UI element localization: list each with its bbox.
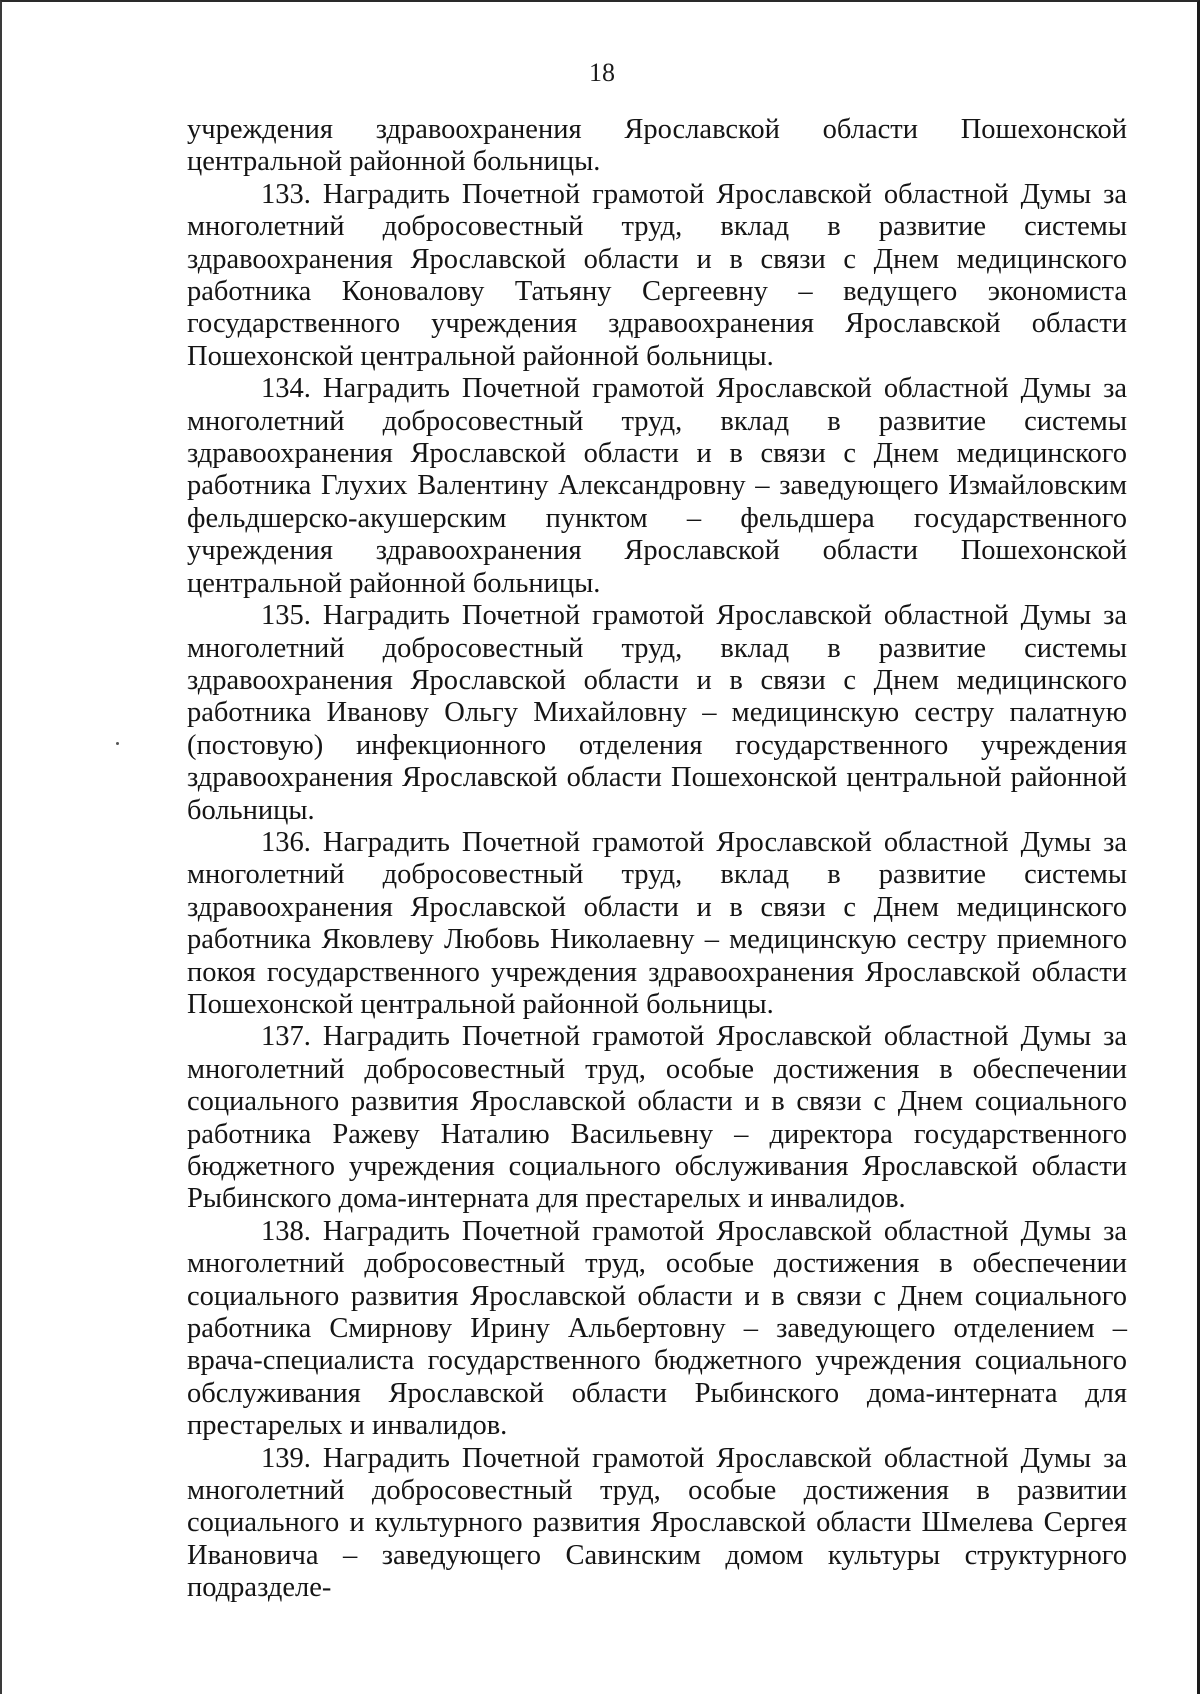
item-number: 136. bbox=[261, 826, 311, 858]
item-number: 137. bbox=[261, 1021, 311, 1053]
paragraph-item-134 bbox=[187, 373, 1127, 600]
paragraph-text: учреждения здравоохранения Ярославской области Пошехонской центральной районной больницы. bbox=[187, 114, 1127, 178]
paragraph-text: Наградить Почетной грамотой Ярославской областной Думы за многолетний добросовестный труд, особые достижения в развитии социального и культурного развития Ярославской области Шмелева Сергея Ивановича – заведующего Савинским домом культуры структурного подразделе- bbox=[187, 1442, 1127, 1604]
paragraph-text: Наградить Почетной грамотой Ярославской областной Думы за многолетний добросовестный труд, вклад в развитие системы здравоохранения Ярославской области и в связи с Днем медицинского работника Яковлеву Любовь Николаевну – медицинскую сестру приемного покоя государственного учреждения здравоохранения Ярославской области Пошехонской центральной районной больницы. bbox=[187, 826, 1127, 1020]
paragraph-item-133 bbox=[187, 179, 1127, 373]
item-number: 134. bbox=[261, 373, 311, 405]
item-number: 133. bbox=[261, 178, 311, 210]
paragraph-continuation bbox=[187, 114, 1127, 179]
paragraph-text: Наградить Почетной грамотой Ярославской областной Думы за многолетний добросовестный труд, особые достижения в обеспечении социального развития Ярославской области и в связи с Днем социального работника Ражеву Наталию Васильевну – директора государственного бюджетного учреждения социального обслуживания Ярославской области Рыбинского дома-интерната для престарелых и инвалидов. bbox=[187, 1021, 1127, 1215]
paragraph-item-136 bbox=[187, 827, 1127, 1021]
item-number: 138. bbox=[261, 1215, 311, 1247]
document-body bbox=[187, 114, 1127, 1605]
paragraph-item-138 bbox=[187, 1216, 1127, 1443]
paragraph-item-139 bbox=[187, 1443, 1127, 1605]
item-number: 135. bbox=[261, 600, 311, 632]
paragraph-text: Наградить Почетной грамотой Ярославской областной Думы за многолетний добросовестный труд, особые достижения в обеспечении социального развития Ярославской области и в связи с Днем социального работника Смирнову Ирину Альбертовну – заведующего отделением – врача-специалиста государственного бюджетного учреждения социального обслуживания Ярославской области Рыбинского дома-интерната для престарелых и инвалидов. bbox=[187, 1215, 1127, 1442]
paragraph-text: Наградить Почетной грамотой Ярославской областной Думы за многолетний добросовестный труд, вклад в развитие системы здравоохранения Ярославской области и в связи с Днем медицинского работника Коновалову Татьяну Сергеевну – ведущего экономиста государственного учреждения здравоохранения Ярославской области Пошехонской центральной районной больницы. bbox=[187, 178, 1127, 372]
item-number: 139. bbox=[261, 1442, 311, 1474]
paragraph-text: Наградить Почетной грамотой Ярославской областной Думы за многолетний добросовестный труд, вклад в развитие системы здравоохранения Ярославской области и в связи с Днем медицинского работника Глухих Валентину Александровну – заведующего Измайловским фельдшерско-акушерским пунктом – фельдшера государственного учреждения здравоохранения Ярославской области Пошехонской центральной районной больницы. bbox=[187, 373, 1127, 599]
paragraph-text: Наградить Почетной грамотой Ярославской областной Думы за многолетний добросовестный труд, вклад в развитие системы здравоохранения Ярославской области и в связи с Днем медицинского работника Иванову Ольгу Михайловну – медицинскую сестру палатную (постовую) инфекционного отделения государственного учреждения здравоохранения Ярославской области Пошехонской центральной районной больницы. bbox=[187, 600, 1127, 826]
page-number: 18 bbox=[589, 58, 615, 87]
paragraph-item-137 bbox=[187, 1021, 1127, 1215]
scan-speck bbox=[116, 742, 119, 745]
paragraph-item-135 bbox=[187, 600, 1127, 827]
